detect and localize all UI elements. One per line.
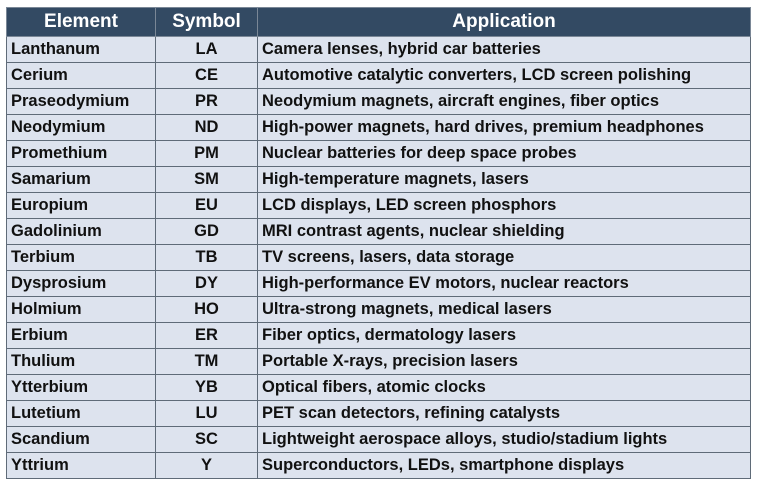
element-cell: Praseodymium <box>7 89 156 115</box>
application-cell: Neodymium magnets, aircraft engines, fiber optics <box>258 89 751 115</box>
element-cell: Holmium <box>7 297 156 323</box>
header-symbol: Symbol <box>156 8 258 37</box>
application-cell: TV screens, lasers, data storage <box>258 245 751 271</box>
application-cell: Camera lenses, hybrid car batteries <box>258 37 751 63</box>
element-cell: Erbium <box>7 323 156 349</box>
element-cell: Cerium <box>7 63 156 89</box>
header-application: Application <box>258 8 751 37</box>
application-cell: Portable X-rays, precision lasers <box>258 349 751 375</box>
symbol-cell: YB <box>156 375 258 401</box>
symbol-cell: PR <box>156 89 258 115</box>
application-cell: Optical fibers, atomic clocks <box>258 375 751 401</box>
symbol-cell: LU <box>156 401 258 427</box>
header-row <box>7 8 751 37</box>
element-cell: Gadolinium <box>7 219 156 245</box>
application-cell: Automotive catalytic converters, LCD screen polishing <box>258 63 751 89</box>
table-row <box>7 63 751 89</box>
element-cell: Scandium <box>7 427 156 453</box>
table-row <box>7 245 751 271</box>
symbol-cell: SC <box>156 427 258 453</box>
application-cell: High-power magnets, hard drives, premium headphones <box>258 115 751 141</box>
element-cell: Lutetium <box>7 401 156 427</box>
table-row <box>7 271 751 297</box>
element-cell: Dysprosium <box>7 271 156 297</box>
table-row <box>7 89 751 115</box>
application-cell: Ultra-strong magnets, medical lasers <box>258 297 751 323</box>
table-row <box>7 193 751 219</box>
symbol-cell: GD <box>156 219 258 245</box>
element-cell: Samarium <box>7 167 156 193</box>
table-row <box>7 115 751 141</box>
symbol-cell: PM <box>156 141 258 167</box>
symbol-cell: TM <box>156 349 258 375</box>
table-row <box>7 323 751 349</box>
element-cell: Terbium <box>7 245 156 271</box>
symbol-cell: SM <box>156 167 258 193</box>
application-cell: LCD displays, LED screen phosphors <box>258 193 751 219</box>
application-cell: Nuclear batteries for deep space probes <box>258 141 751 167</box>
symbol-cell: DY <box>156 271 258 297</box>
element-cell: Neodymium <box>7 115 156 141</box>
application-cell: High-performance EV motors, nuclear reactors <box>258 271 751 297</box>
rare-earth-table-container <box>6 7 750 479</box>
element-cell: Thulium <box>7 349 156 375</box>
table-row <box>7 219 751 245</box>
header-element: Element <box>7 8 156 37</box>
symbol-cell: HO <box>156 297 258 323</box>
element-cell: Lanthanum <box>7 37 156 63</box>
application-cell: MRI contrast agents, nuclear shielding <box>258 219 751 245</box>
table-row <box>7 427 751 453</box>
element-cell: Europium <box>7 193 156 219</box>
application-cell: Lightweight aerospace alloys, studio/stadium lights <box>258 427 751 453</box>
table-row <box>7 297 751 323</box>
symbol-cell: Y <box>156 453 258 479</box>
symbol-cell: ER <box>156 323 258 349</box>
application-cell: PET scan detectors, refining catalysts <box>258 401 751 427</box>
symbol-cell: TB <box>156 245 258 271</box>
table-row <box>7 37 751 63</box>
table-row <box>7 375 751 401</box>
application-cell: Fiber optics, dermatology lasers <box>258 323 751 349</box>
element-cell: Promethium <box>7 141 156 167</box>
table-row <box>7 349 751 375</box>
symbol-cell: LA <box>156 37 258 63</box>
table-row <box>7 401 751 427</box>
application-cell: Superconductors, LEDs, smartphone displays <box>258 453 751 479</box>
rare-earth-table <box>6 7 751 479</box>
element-cell: Yttrium <box>7 453 156 479</box>
table-body <box>7 37 751 479</box>
table-header <box>7 8 751 37</box>
table-row <box>7 141 751 167</box>
symbol-cell: ND <box>156 115 258 141</box>
symbol-cell: EU <box>156 193 258 219</box>
table-row <box>7 453 751 479</box>
symbol-cell: CE <box>156 63 258 89</box>
application-cell: High-temperature magnets, lasers <box>258 167 751 193</box>
table-row <box>7 167 751 193</box>
element-cell: Ytterbium <box>7 375 156 401</box>
